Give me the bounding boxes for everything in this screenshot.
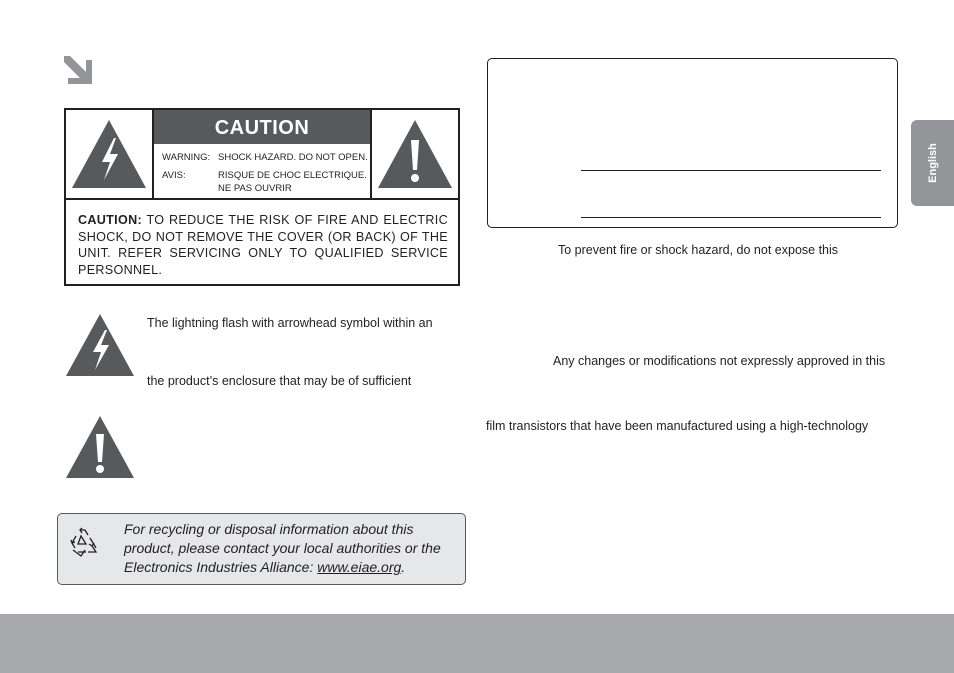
recycling-notice	[57, 513, 466, 585]
caution-left-cell	[66, 110, 154, 198]
avis-text-1: RISQUE DE CHOC ELECTRIQUE.	[218, 170, 367, 181]
transistors-text: film transistors that have been manufactured using a high-technology	[486, 419, 869, 433]
lightning-warning-icon	[70, 116, 148, 192]
recycling-text-period: .	[401, 559, 406, 575]
language-tab[interactable]	[911, 120, 954, 206]
caution-instructions	[66, 198, 458, 286]
recycling-text-line-2: product, please contact your local authorities or the	[124, 540, 441, 556]
avis-text-2: NE PAS OUVRIR	[218, 183, 292, 194]
modifications-text: Any changes or modifications not expressly approved in this	[553, 354, 886, 368]
language-tab-label: English	[926, 143, 939, 183]
fire-warning-text: To prevent fire or shock hazard, do not expose this	[558, 243, 839, 257]
caution-bold-label: CAUTION:	[78, 213, 142, 227]
arrow-down-right-icon	[60, 54, 94, 86]
eiae-link[interactable]: www.eiae.org	[317, 559, 402, 575]
caution-middle-cell	[154, 110, 370, 198]
warning-text: SHOCK HAZARD. DO NOT OPEN.	[218, 152, 368, 163]
caution-instructions-text: TO REDUCE THE RISK OF FIRE AND ELECTRIC SHOCK, DO NOT REMOVE THE COVER (OR BACK) OF THE UNIT. REFER SERVICING ONLY TO QUALIFIED SERVICE PERSONNEL.	[78, 213, 448, 277]
exclamation-symbol-icon	[64, 414, 136, 480]
caution-label	[64, 108, 460, 286]
exclamation-warning-icon	[376, 116, 454, 192]
caution-right-cell	[370, 110, 458, 198]
lightning-text-line-1: The lightning flash with arrowhead symbol within an	[147, 316, 433, 330]
recycling-text-line-1: For recycling or disposal information about this	[124, 521, 414, 537]
footer-band	[0, 614, 954, 673]
avis-label: AVIS:	[162, 170, 186, 181]
recycling-text-line-3: Electronics Industries Alliance:	[124, 559, 318, 575]
caution-banner: CAUTION	[154, 110, 370, 144]
product-info-box	[487, 58, 898, 228]
lightning-text-line-2: the product’s enclosure that may be of sufficient	[147, 374, 412, 388]
warning-label: WARNING:	[162, 152, 211, 163]
lightning-symbol-icon	[64, 312, 136, 378]
model-number-line	[581, 170, 881, 171]
serial-number-line	[581, 217, 881, 218]
recycle-icon	[68, 526, 102, 558]
